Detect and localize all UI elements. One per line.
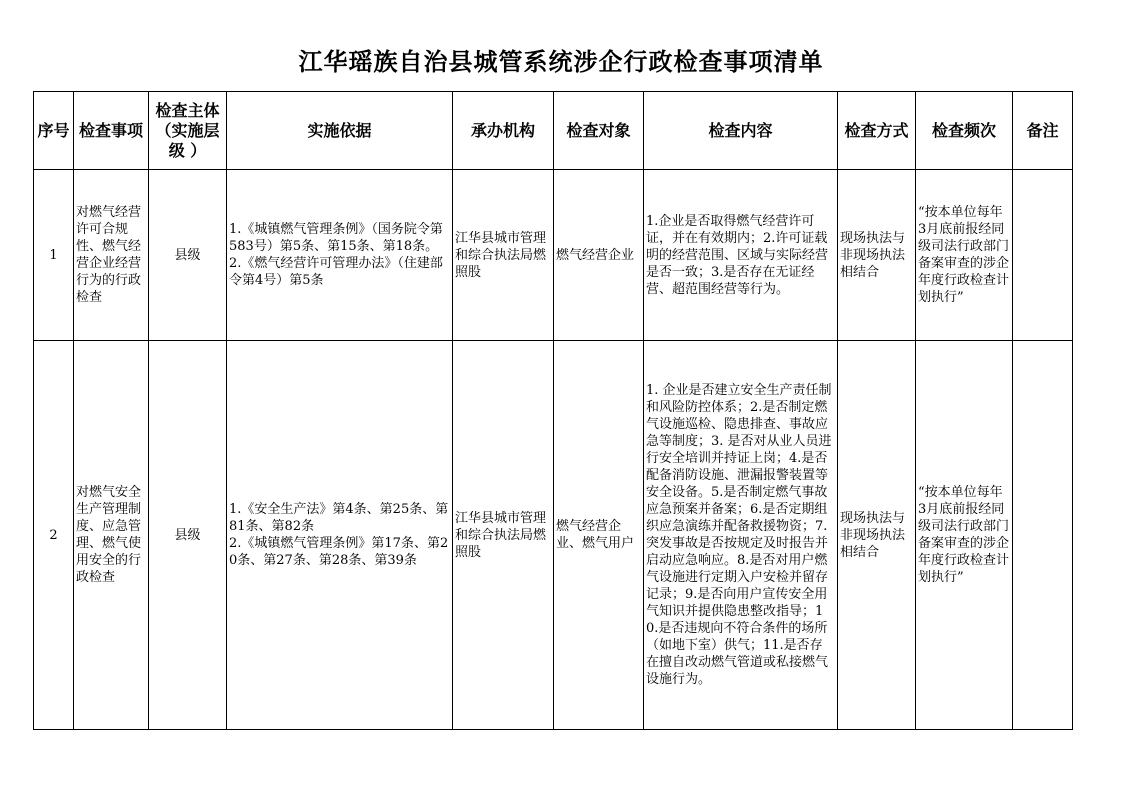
cell-remark <box>1013 341 1073 730</box>
header-target: 检查对象 <box>554 92 644 170</box>
table-header-row <box>34 92 1073 170</box>
cell-frequency: “按本单位每年3月底前报经同级司法行政部门备案审查的涉企年度行政检查计划执行” <box>916 341 1013 730</box>
header-item: 检查事项 <box>74 92 149 170</box>
header-no: 序号 <box>34 92 74 170</box>
cell-item: 对燃气经营许可合规性、燃气经营企业经营行为的行政检查 <box>74 170 149 341</box>
cell-agency: 江华县城市管理和综合执法局燃照股 <box>453 170 554 341</box>
cell-no: 1 <box>34 170 74 341</box>
document-title: 江华瑶族自治县城管系统涉企行政检查事项清单 <box>298 48 824 76</box>
cell-method: 现场执法与非现场执法相结合 <box>838 341 916 730</box>
cell-agency: 江华县城市管理和综合执法局燃照股 <box>453 341 554 730</box>
header-content: 检查内容 <box>644 92 838 170</box>
table-row <box>34 170 1073 341</box>
cell-no: 2 <box>34 341 74 730</box>
cell-target: 燃气经营企业、燃气用户 <box>554 341 644 730</box>
header-agency: 承办机构 <box>453 92 554 170</box>
cell-basis: 1.《安全生产法》第4条、第25条、第81条、第82条 2.《城镇燃气管理条例》第17条、第20条、第27条、第28条、第39条 <box>227 341 453 730</box>
table-row <box>34 341 1073 730</box>
cell-content: 1. 企业是否建立安全生产责任制和风险防控体系；2.是否制定燃气设施巡检、隐患排查、事故应急等制度；3. 是否对从业人员进行安全培训并持证上岗；4.是否配备消防设施、泄漏报警装置等安全设备。5.是否制定燃气事故应急预案并备案；6.是否定期组织应急演练并配备救援物资；7.突发事故是否按规定及时报告并启动应急响应。8.是否对用户燃气设施进行定期入户安检并留存记录；9.是否向用户宣传安全用气知识并提供隐患整改指导；10.是否违规向不符合条件的场所（如地下室）供气；11.是否存在擅自改动燃气管道或私接燃气设施行为。 <box>644 341 838 730</box>
header-method: 检查方式 <box>838 92 916 170</box>
cell-frequency: “按本单位每年3月底前报经同级司法行政部门备案审查的涉企年度行政检查计划执行” <box>916 170 1013 341</box>
header-frequency: 检查频次 <box>916 92 1013 170</box>
cell-target: 燃气经营企业 <box>554 170 644 341</box>
cell-item: 对燃气安全生产管理制度、应急管理、燃气使用安全的行政检查 <box>74 341 149 730</box>
cell-remark <box>1013 170 1073 341</box>
inspection-table <box>33 91 1073 730</box>
header-level: 检查主体（实施层级 ） <box>149 92 227 170</box>
header-basis: 实施依据 <box>227 92 453 170</box>
header-remark: 备注 <box>1013 92 1073 170</box>
cell-basis: 1.《城镇燃气管理条例》（国务院令第583号）第5条、第15条、第18条。 2.《燃气经营许可管理办法》（住建部令第4号）第5条 <box>227 170 453 341</box>
cell-content: 1.企业是否取得燃气经营许可证，并在有效期内；2.许可证载明的经营范围、区域与实际经营是否一致；3.是否存在无证经营、超范围经营等行为。 <box>644 170 838 341</box>
cell-method: 现场执法与非现场执法相结合 <box>838 170 916 341</box>
cell-level: 县级 <box>149 341 227 730</box>
cell-level: 县级 <box>149 170 227 341</box>
